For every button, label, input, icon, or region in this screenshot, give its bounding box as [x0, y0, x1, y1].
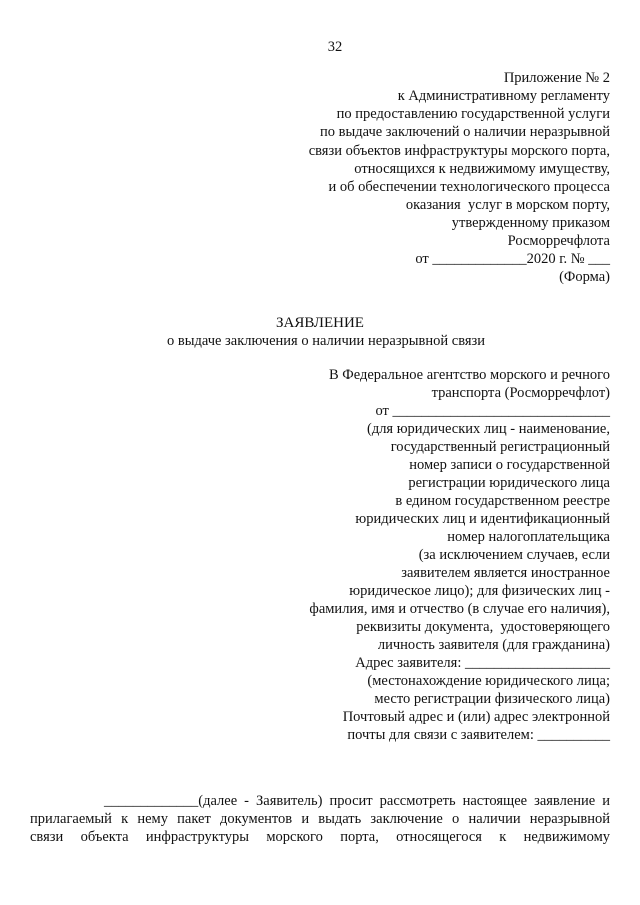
form-label: (Форма) [559, 269, 610, 285]
appendix-line: Приложение № 2 [503, 70, 610, 86]
addressee-line: номер налогоплательщика [447, 529, 610, 545]
contact-email-line: почты для связи с заявителем: __________ [347, 727, 610, 743]
addressee-line: (местонахождение юридического лица; [367, 673, 610, 689]
addressee-line: место регистрации физического лица) [374, 691, 610, 707]
appendix-line: Росморречфлота [507, 233, 610, 249]
addressee-line: личность заявителя (для гражданина) [377, 637, 610, 653]
addressee-line: государственный регистрационный [390, 439, 610, 455]
addressee-line: юридических лиц и идентификационный [355, 511, 610, 527]
applicant-from-line: от ______________________________ [375, 403, 610, 419]
addressee-line: регистрации юридического лица [408, 475, 610, 491]
document-title: ЗАЯВЛЕНИЕ [276, 315, 364, 331]
addressee-line: (для юридических лиц - наименование, [366, 421, 610, 437]
applicant-address-line: Адрес заявителя: ____________________ [355, 655, 610, 671]
appendix-line: оказания услуг в морском порту, [405, 197, 610, 213]
page-number: 32 [327, 39, 343, 55]
addressee-line: фамилия, имя и отчество (в случае его наличия), [309, 601, 610, 617]
addressee-line: заявителем является иностранное [401, 565, 610, 581]
addressee-line: Почтовый адрес и (или) адрес электронной [342, 709, 610, 725]
body-line: прилагаемый к нему пакет документов и выдать заключение о наличии неразрывной [30, 811, 610, 827]
appendix-line: связи объектов инфраструктуры морского порта, [308, 143, 610, 159]
addressee-line: В Федеральное агентство морского и речного [329, 367, 610, 383]
addressee-line: юридическое лицо); для физических лиц - [349, 583, 610, 599]
addressee-line: реквизиты документа, удостоверяющего [356, 619, 610, 635]
addressee-line: транспорта (Росморречфлот) [431, 385, 610, 401]
appendix-line: и об обеспечении технологического процесса [328, 179, 610, 195]
addressee-line: номер записи о государственной [409, 457, 610, 473]
appendix-line: утвержденному приказом [451, 215, 610, 231]
addressee-line: (за исключением случаев, если [418, 547, 610, 563]
addressee-line: в едином государственном реестре [395, 493, 610, 509]
body-line: _____________(далее - Заявитель) просит рассмотреть настоящее заявление и [104, 793, 610, 809]
appendix-date-line: от _____________2020 г. № ___ [415, 251, 610, 267]
appendix-line: по предоставлению государственной услуги [336, 106, 610, 122]
appendix-line: относящихся к недвижимому имуществу, [354, 161, 610, 177]
document-subtitle: о выдаче заключения о наличии неразрывной связи [167, 333, 486, 349]
body-line: связи объекта инфраструктуры морского порта, относящегося к недвижимому [30, 829, 610, 845]
appendix-line: по выдаче заключений о наличии неразрывной [319, 124, 610, 140]
appendix-line: к Административному регламенту [397, 88, 610, 104]
